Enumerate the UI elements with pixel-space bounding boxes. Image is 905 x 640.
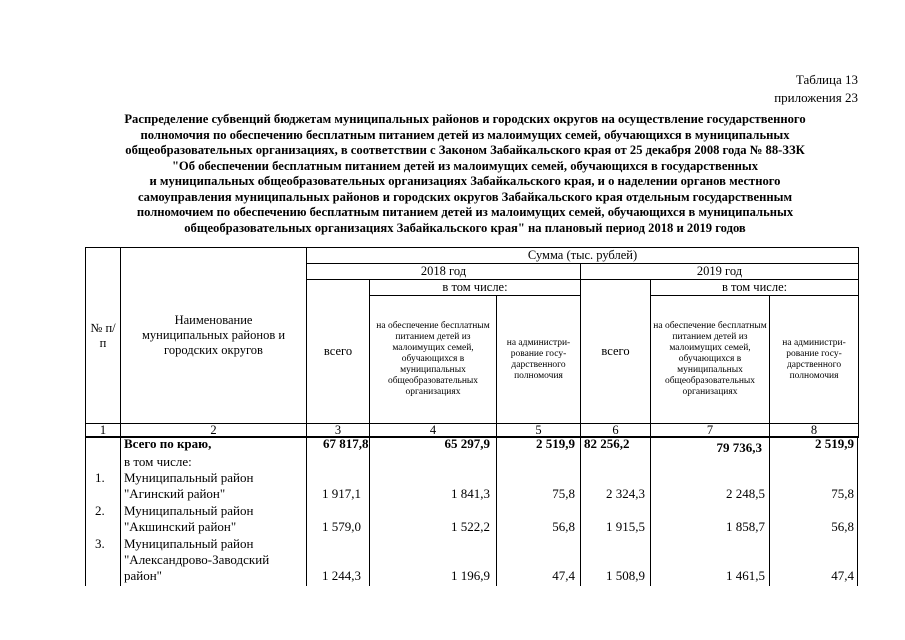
cell-value: 1 196,9 xyxy=(451,568,490,583)
cell-value: 79 736,3 xyxy=(716,440,762,455)
row-name: Всего по краю, xyxy=(124,436,212,451)
table-row xyxy=(85,536,858,552)
header-year-2019: 2019 год xyxy=(581,264,859,280)
subvention-table-header xyxy=(85,247,859,438)
title-line: полномочия по обеспечению бесплатным питанием детей из малоимущих семей, обучающихся в муниципальных xyxy=(140,127,790,142)
col-number: 4 xyxy=(370,424,497,438)
table-row-including xyxy=(85,454,858,470)
col-number: 5 xyxy=(497,424,581,438)
cell-value: 2 248,5 xyxy=(726,486,765,501)
row-name: в том числе: xyxy=(124,454,192,469)
header-admin-2018: на администри-рование госу-дарственного полномочия xyxy=(497,296,581,424)
header-total-2018: всего xyxy=(307,280,370,424)
title-line: общеобразовательных организациях, в соответствии с Законом Забайкальского края от 25 декабря 2008 года № 88-ЗЗК xyxy=(125,143,805,157)
header-name: Наименование муниципальных районов и городских округов xyxy=(121,248,307,424)
title-line: самоуправления муниципальных районов и городских округов Забайкальского края отдельным государственным xyxy=(137,189,793,204)
table-row xyxy=(85,519,858,535)
header-sum: Сумма (тыс. рублей) xyxy=(307,248,859,264)
cell-value: 56,8 xyxy=(552,519,575,534)
row-name: Муниципальный район xyxy=(124,470,254,485)
row-number: 2. xyxy=(95,503,105,518)
cell-value: 75,8 xyxy=(831,486,854,501)
row-name: Муниципальный район xyxy=(124,536,254,551)
cell-value: 1 917,1 xyxy=(322,486,361,501)
header-food-2019: на обеспечение бесплатным питанием детей из малоимущих семей, обучающихся в муниципальных общеобразовательных организациях xyxy=(651,296,770,424)
table-row xyxy=(85,552,858,568)
document-title xyxy=(70,112,860,236)
header-including-2018: в том числе: xyxy=(370,280,581,296)
table-row-total xyxy=(85,436,858,455)
cell-value: 1 915,5 xyxy=(606,519,645,534)
cell-value: 47,4 xyxy=(831,568,854,583)
cell-value: 2 519,9 xyxy=(815,436,854,451)
cell-value: 1 579,0 xyxy=(322,519,361,534)
col-number: 1 xyxy=(86,424,121,438)
row-name: Муниципальный район xyxy=(124,503,254,518)
header-year-2018: 2018 год xyxy=(307,264,581,280)
title-line: Распределение субвенций бюджетам муниципальных районов и городских округов на осуществление государственного xyxy=(124,112,806,126)
cell-value: 56,8 xyxy=(831,519,854,534)
title-line: и муниципальных общеобразовательных организациях Забайкальского края, и о наделении органов местного xyxy=(149,174,781,188)
table-row xyxy=(85,486,858,502)
title-line: "Об обеспечении бесплатным питанием детей из малоимущих семей, обучающихся в государственных xyxy=(171,158,759,173)
cell-value: 1 858,7 xyxy=(726,519,765,534)
table-row xyxy=(85,470,858,486)
header-num: № п/п xyxy=(86,248,121,424)
cell-value: 67 817,8 xyxy=(323,436,369,451)
cell-value: 1 461,5 xyxy=(726,568,765,583)
table-row xyxy=(85,503,858,519)
header-admin-2019: на администри-рование госу-дарственного полномочия xyxy=(770,296,859,424)
row-number: 1. xyxy=(95,470,105,485)
title-line: полномочием по обеспечению бесплатным питанием детей из малоимущих семей, обучающихся в муниципальных xyxy=(136,205,794,219)
header-total-2019: всего xyxy=(581,280,651,424)
row-name: "Агинский район" xyxy=(124,486,226,501)
row-name: "Александрово-Заводский xyxy=(124,552,270,567)
cell-value: 1 508,9 xyxy=(606,568,645,583)
cell-value: 1 522,2 xyxy=(451,519,490,534)
table-row xyxy=(85,568,858,584)
cell-value: 1 244,3 xyxy=(322,568,361,583)
cell-value: 75,8 xyxy=(552,486,575,501)
cell-value: 1 841,3 xyxy=(451,486,490,501)
table-number: Таблица 13 xyxy=(795,72,858,87)
col-number: 6 xyxy=(581,424,651,438)
appendix-label: приложения 23 xyxy=(774,90,858,105)
header-including-2019: в том числе: xyxy=(651,280,859,296)
row-number: 3. xyxy=(95,536,105,551)
col-number: 7 xyxy=(651,424,770,438)
cell-value: 47,4 xyxy=(552,568,575,583)
row-name: "Акшинский район" xyxy=(124,519,237,534)
cell-value: 82 256,2 xyxy=(584,436,630,451)
cell-value: 2 519,9 xyxy=(536,436,575,451)
title-line: общеобразовательных организациях Забайкальского края" на плановый период 2018 и 2019 годов xyxy=(184,220,746,235)
col-number: 8 xyxy=(770,424,859,438)
table-caption xyxy=(774,71,858,107)
cell-value: 2 324,3 xyxy=(606,486,645,501)
cell-value: 65 297,9 xyxy=(444,436,490,451)
row-name: район" xyxy=(124,568,162,583)
header-food-2018: на обеспечение бесплатным питанием детей из малоимущих семей, обучающихся в муниципальных общеобразовательных организациях xyxy=(370,296,497,424)
table-body xyxy=(85,436,858,586)
col-number: 3 xyxy=(307,424,370,438)
col-number: 2 xyxy=(121,424,307,438)
